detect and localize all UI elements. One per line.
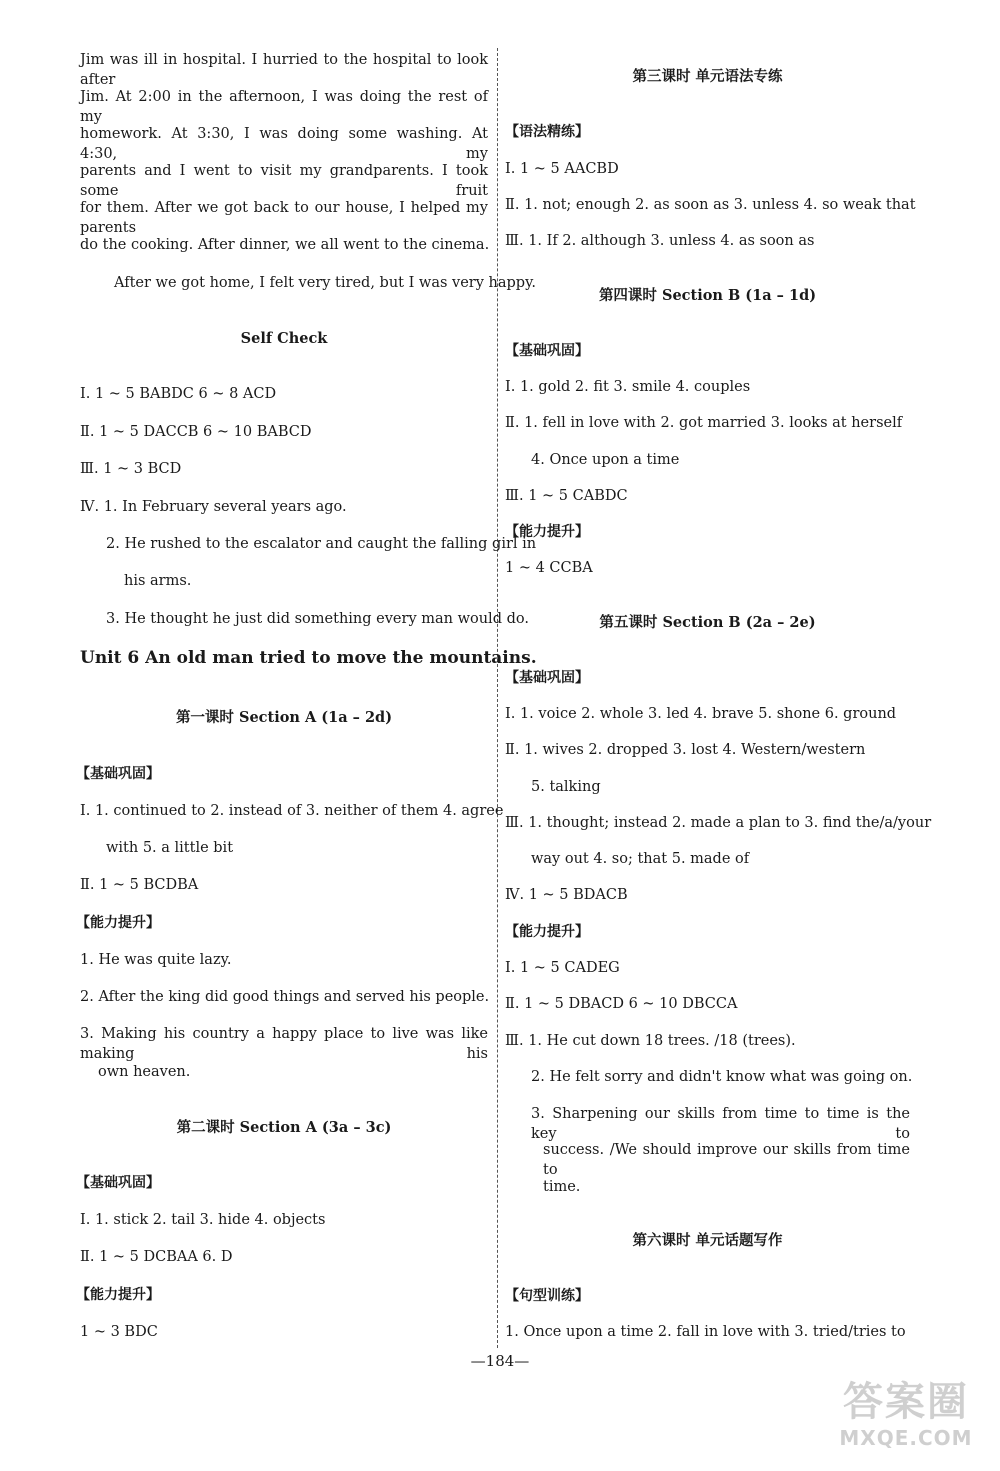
page-number: —184— xyxy=(470,1352,530,1370)
passage-line: do the cooking. After dinner, we all went to the cinema. xyxy=(80,237,490,253)
answer-line: success. /We should improve our skills from time to xyxy=(543,1142,910,1178)
passage-line: homework. At 3:30, I was doing some washing. At 4:30, my xyxy=(80,126,488,162)
section-heading: 【基础巩固】 xyxy=(76,1175,160,1191)
lesson-title: 第二课时 Section A (3a – 3c) xyxy=(176,1119,392,1136)
answer-line: Ⅰ. 1. stick 2. tail 3. hide 4. objects xyxy=(80,1212,326,1228)
answer-line: way out 4. so; that 5. made of xyxy=(531,851,750,867)
section-heading: 【基础巩固】 xyxy=(505,343,589,359)
answer-line: Ⅲ. 1 ~ 3 BCD xyxy=(80,461,182,477)
answer-line: Ⅱ. 1. wives 2. dropped 3. lost 4. Western/western xyxy=(505,742,866,758)
answer-line: Ⅰ. 1. gold 2. fit 3. smile 4. couples xyxy=(505,379,751,395)
answer-line: Ⅱ. 1. fell in love with 2. got married 3. looks at herself xyxy=(505,415,903,431)
unit-title: Unit 6 An old man tried to move the mountains. xyxy=(80,648,537,668)
answer-line: time. xyxy=(543,1179,581,1195)
lesson-title: 第六课时 单元话题写作 xyxy=(632,1232,783,1249)
watermark-site: MXQE.COM xyxy=(839,1426,973,1450)
answer-line: Ⅲ. 1. If 2. although 3. unless 4. as soon as xyxy=(505,233,815,249)
answer-line: 3. Making his country a happy place to live was like making his xyxy=(80,1026,488,1062)
self-check-title: Self Check xyxy=(240,330,328,347)
answer-line: with 5. a little bit xyxy=(106,840,234,856)
column-divider xyxy=(497,48,498,1348)
answer-line: Ⅱ. 1. not; enough 2. as soon as 3. unless 4. so weak that xyxy=(505,197,916,213)
passage-line: After we got home, I felt very tired, but I was very happy. xyxy=(114,275,536,291)
section-heading: 【能力提升】 xyxy=(76,915,160,931)
answer-line: 2. He rushed to the escalator and caught the falling girl in xyxy=(106,536,537,552)
lesson-title: 第五课时 Section B (2a – 2e) xyxy=(599,614,816,631)
answer-line: own heaven. xyxy=(98,1064,191,1080)
answer-line: Ⅰ. 1 ~ 5 CADEG xyxy=(505,960,620,976)
passage-line: Jim was ill in hospital. I hurried to the hospital to look after xyxy=(80,52,488,88)
answer-line: 2. After the king did good things and served his people. xyxy=(80,989,490,1005)
answer-line: Ⅳ. 1 ~ 5 BDACB xyxy=(505,887,628,903)
passage-line: parents and I went to visit my grandparents. I took some fruit xyxy=(80,163,488,199)
watermark xyxy=(826,1378,986,1458)
answer-line: Ⅲ. 1 ~ 5 CABDC xyxy=(505,488,628,504)
passage-line: for them. After we got back to our house, I helped my parents xyxy=(80,200,488,236)
answer-line: 3. Sharpening our skills from time to time is the key to xyxy=(531,1106,910,1142)
answer-line: Ⅲ. 1. thought; instead 2. made a plan to 3. find the/a/your xyxy=(505,815,932,831)
answer-line: Ⅱ. 1 ~ 5 DBACD 6 ~ 10 DBCCA xyxy=(505,996,738,1012)
answer-line: Ⅰ. 1. voice 2. whole 3. led 4. brave 5. shone 6. ground xyxy=(505,706,897,722)
answer-line: Ⅰ. 1 ~ 5 AACBD xyxy=(505,161,619,177)
answer-line: 3. He thought he just did something every man would do. xyxy=(106,611,529,627)
watermark-logo: 答案圈 xyxy=(843,1379,969,1425)
answer-line: Ⅱ. 1 ~ 5 DACCB 6 ~ 10 BABCD xyxy=(80,424,312,440)
answer-line: 1. Once upon a time 2. fall in love with 3. tried/tries to xyxy=(505,1324,906,1340)
answer-line: 4. Once upon a time xyxy=(531,452,680,468)
answer-line: his arms. xyxy=(124,573,192,589)
answer-line: 2. He felt sorry and didn't know what was going on. xyxy=(531,1069,913,1085)
answer-line: Ⅲ. 1. He cut down 18 trees. /18 (trees). xyxy=(505,1033,796,1049)
lesson-title: 第四课时 Section B (1a – 1d) xyxy=(598,287,817,304)
answer-line: 1. He was quite lazy. xyxy=(80,952,232,968)
section-heading: 【基础巩固】 xyxy=(76,766,160,782)
answer-line: Ⅱ. 1 ~ 5 BCDBA xyxy=(80,877,199,893)
answer-line: 5. talking xyxy=(531,779,601,795)
passage-line: Jim. At 2:00 in the afternoon, I was doing the rest of my xyxy=(80,89,488,125)
answer-line: 1 ~ 4 CCBA xyxy=(505,560,593,576)
section-heading: 【语法精练】 xyxy=(505,124,589,140)
lesson-title: 第三课时 单元语法专练 xyxy=(632,68,783,85)
section-heading: 【能力提升】 xyxy=(505,524,589,540)
answer-line: Ⅱ. 1 ~ 5 DCBAA 6. D xyxy=(80,1249,233,1265)
answer-line: 1 ~ 3 BDC xyxy=(80,1324,158,1340)
section-heading: 【能力提升】 xyxy=(505,924,589,940)
answer-line: Ⅰ. 1 ~ 5 BABDC 6 ~ 8 ACD xyxy=(80,386,277,402)
answer-line: Ⅳ. 1. In February several years ago. xyxy=(80,499,347,515)
lesson-title: 第一课时 Section A (1a – 2d) xyxy=(175,709,393,726)
answer-line: Ⅰ. 1. continued to 2. instead of 3. neither of them 4. agree xyxy=(80,803,504,819)
section-heading: 【句型训练】 xyxy=(505,1288,589,1304)
section-heading: 【基础巩固】 xyxy=(505,670,589,686)
section-heading: 【能力提升】 xyxy=(76,1287,160,1303)
